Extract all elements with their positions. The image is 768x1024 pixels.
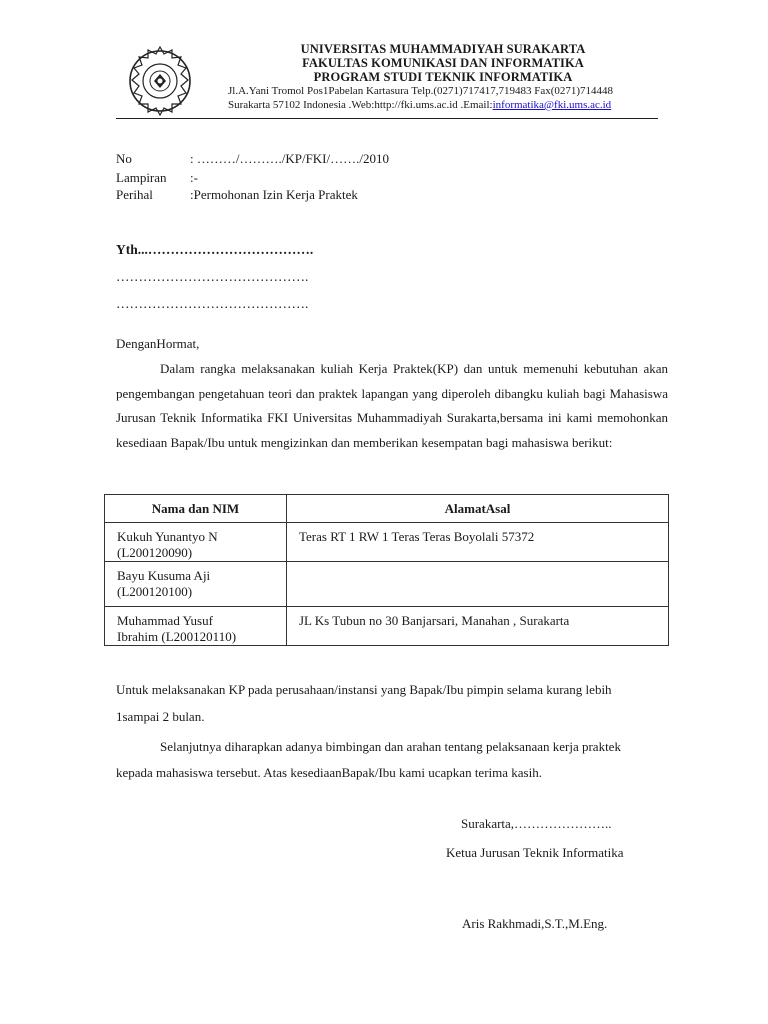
program-name: PROGRAM STUDI TEKNIK INFORMATIKA [313,70,573,84]
student-name: Bayu Kusuma Aji [117,568,211,583]
letterhead-address [228,84,613,112]
email-link[interactable]: informatika@fki.ums.ac.id [492,99,612,111]
paragraph-duration-line-1: Untuk melaksanakan KP pada perusahaan/instansi yang Bapak/Ibu pimpin selama kurang lebih [116,682,612,697]
letter-meta [116,150,516,210]
student-name: Muhammad Yusuf [117,613,213,628]
no-value: : ………/………./KP/FKI/……./2010 [190,151,389,166]
faculty-name: FAKULTAS KOMUNIKASI DAN INFORMATIKA [302,56,584,70]
signature-place-date: Surakarta,………………….. [461,816,612,831]
university-logo [116,44,216,116]
signature-name: Aris Rakhmadi,S.T.,M.Eng. [462,916,608,931]
address-line-2-text: Surakarta 57102 Indonesia .Web:http://fki.ums.ac.id .Email: [228,99,493,111]
no-label: No [116,151,132,166]
student-address: Teras RT 1 RW 1 Teras Teras Boyolali 57372 [287,523,669,562]
address-line-2 [228,98,613,112]
student-nim: (L200120100) [117,584,193,599]
student-cell [105,607,287,646]
student-nim: Ibrahim (L200120110) [117,629,237,644]
student-table [104,494,669,646]
signature-position: Ketua Jurusan Teknik Informatika [446,845,624,860]
table-header-row [105,495,669,523]
lampiran-value: :- [190,170,198,185]
table-row [105,607,669,646]
header-name-nim: Nama dan NIM [105,495,287,523]
recipient-block [116,236,313,317]
perihal-value: :Permohonan Izin Kerja Praktek [190,187,358,202]
table-row [105,523,669,562]
paragraph-closing-line-2: kepada mahasiswa tersebut. Atas kesediaanBapak/Ibu kami ucapkan terima kasih. [116,765,542,780]
perihal-label: Perihal [116,187,153,202]
student-address: JL Ks Tubun no 30 Banjarsari, Manahan , Surakarta [287,607,669,646]
university-name: UNIVERSITAS MUHAMMADIYAH SURAKARTA [300,42,586,56]
paragraph-duration-line-2: 1sampai 2 bulan. [116,709,205,724]
recipient-line-1: Yth...………………………………. [116,242,314,257]
table-row [105,562,669,607]
recipient-line-2: ……………………………………. [116,269,309,284]
student-address [287,562,669,607]
paragraph-intro: Dalam rangka melaksanakan kuliah Kerja Praktek(KP) dan untuk memenuhi kebutuhan akan pengembangan pengetahuan teori dan praktek lapangan yang diperoleh dibangku kuliah bagi Mahasiswa Jurusan Teknik Informatika FKI Universitas Muhammadiyah Surakarta,bersama ini kami memohonkan kesediaan Bapak/Ibu untuk mengizinkan dan memberikan kesempatan bagi mahasiswa berikut: [116,361,668,450]
student-cell [105,523,287,562]
header-divider [116,118,658,119]
letterhead [222,42,664,84]
student-cell [105,562,287,607]
greeting: DenganHormat, [116,336,200,351]
student-nim: (L200120090) [117,545,193,560]
address-line-1: Jl.A.Yani Tromol Pos1Pabelan Kartasura Telp.(0271)717417,719483 Fax(0271)714448 [228,85,614,97]
student-name: Kukuh Yunantyo N [117,529,218,544]
paragraph-closing-line-1: Selanjutnya diharapkan adanya bimbingan dan arahan tentang pelaksanaan kerja praktek [160,739,621,754]
recipient-line-3: ……………………………………. [116,296,309,311]
lampiran-label: Lampiran [116,170,167,185]
header-address: AlamatAsal [287,495,669,523]
